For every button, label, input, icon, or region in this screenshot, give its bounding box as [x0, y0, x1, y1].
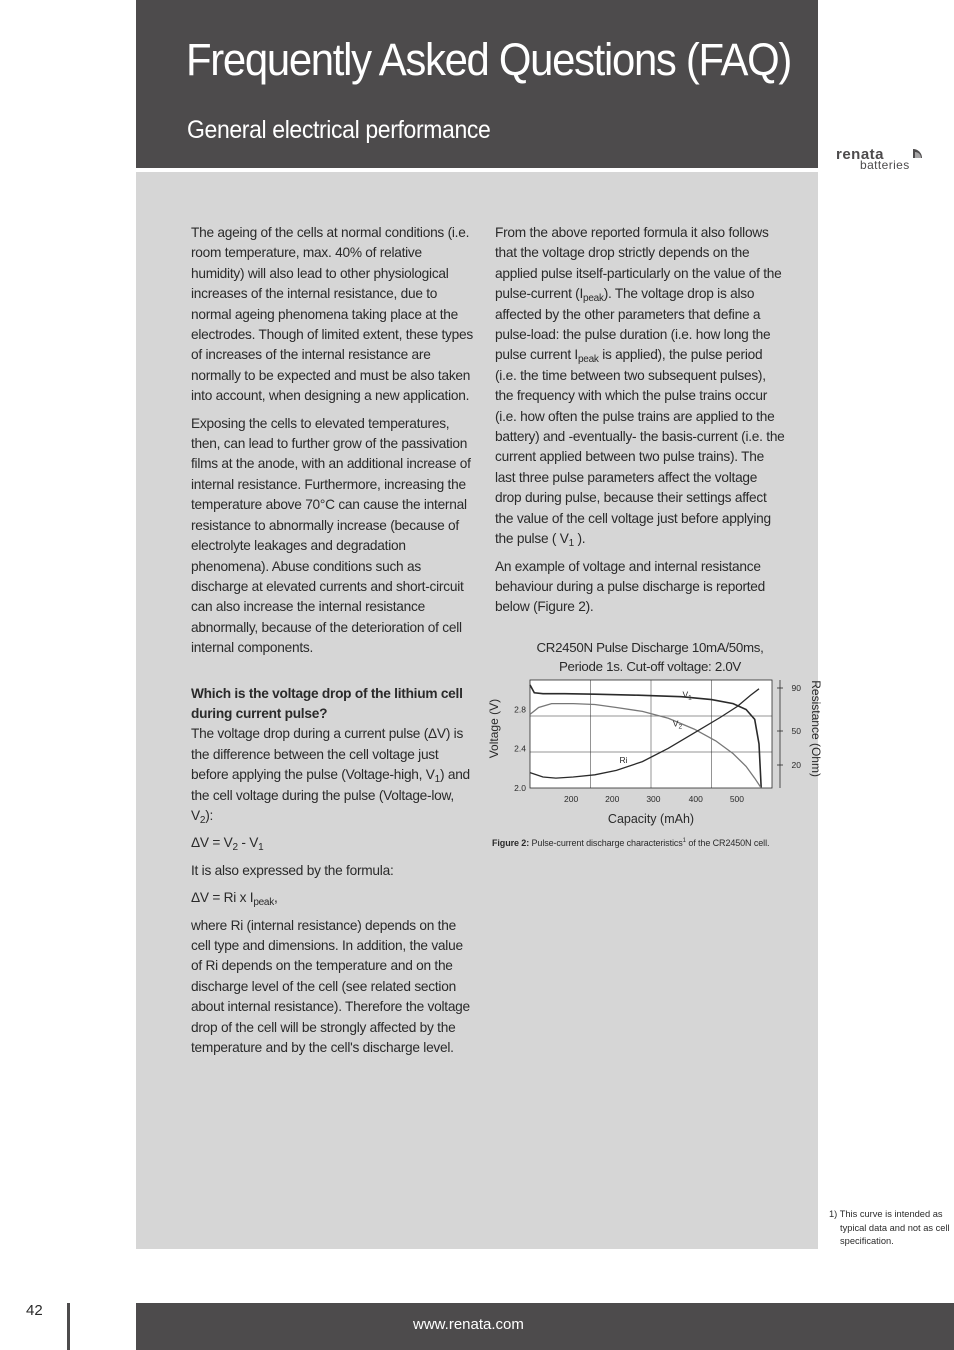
chart-title: [495, 638, 805, 676]
page-divider: [67, 1303, 70, 1350]
page-footer: [136, 1303, 954, 1350]
formula-ri: ΔV = Ri x $I_{peak}$,: [191, 890, 278, 909]
y-tick-label: 2.8: [514, 704, 526, 715]
paragraph: where Ri (internal resistance) depends on the cell type and dimensions. In addition, the value of Ri depends on the temperature and on the discharge level of the cell (see related section about internal resistance). Therefore the voltage drop of the cell will be strongly affected by the temperature and by the cell's discharge level.: [191, 917, 470, 1056]
paragraph: From the above reported formula it also follows that the voltage drop strictly depends on the applied pulse itself-particularly on the value of the pulse-current $(I_{peak})$. The voltage drop is also affected by the other parameters that define a pulse-load: the pulse duration (i.e. how long the pulse current $I_{peak}$ is applied), the pulse period (i.e. the time between two subsequent pulses), the frequency with which the pulse trains occur (i.e. how often the pulse trains are applied to the battery) and -eventually- the basis-current (i.e. the current applied between two pulse trains). The last three pulse parameters affect the voltage drop during pulse, because their settings affect the value of the cell voltage just before applying the pulse ( $V_1$ ).: [495, 225, 785, 550]
pulse-discharge-chart: [484, 672, 824, 834]
footnote-text: This curve is intended as typical data and not as cell specification.: [839, 1209, 950, 1246]
x-tick-label: 500: [729, 794, 745, 804]
paragraph: An example of voltage and internal resistance behaviour during a pulse discharge is reported below (Figure 2).: [495, 558, 766, 615]
footer-url[interactable]: www.renata.com: [413, 1316, 524, 1333]
renata-logo: [836, 146, 936, 172]
page-header: [136, 0, 818, 168]
x-tick-label: 200: [605, 794, 620, 804]
y-right-tick-label: 90: [791, 683, 801, 693]
logo-tagline: batteries: [860, 158, 910, 172]
y-right-tick-label: 50: [791, 726, 801, 736]
left-column: [191, 223, 477, 1065]
logo-brand: renata: [836, 146, 885, 163]
page-title: Frequently Asked Questions (FAQ): [186, 34, 791, 85]
series-label-v2: $V_2$: [672, 718, 683, 731]
y-tick-label: 2.0: [514, 783, 526, 793]
page-subtitle: General electrical performance: [187, 116, 491, 144]
paragraph: It is also expressed by the formula:: [191, 862, 394, 878]
y-tick-label: 2.4: [514, 743, 526, 754]
paragraph: The ageing of the cells at normal conditions (i.e. room temperature, max. 40% of relative humidity) will also lead to other physiological increases of the internal resistance, due to normal ageing phenomena taking place at the electrodes. Though of limited extent, these types of increases of the internal resistance are normally to be expected and must be also taken into account, when designing a new application.: [191, 225, 473, 404]
x-tick-label: 200: [564, 794, 579, 804]
x-axis-label: Capacity (mAh): [607, 812, 695, 826]
chart-title-line2: Periode 1s. Cut-off voltage: 2.0V: [558, 659, 742, 674]
x-tick-label: 300: [646, 794, 661, 804]
y-right-axis-label: Resistance (Ohm): [809, 680, 823, 777]
series-label-v1: $V_1$: [682, 689, 692, 702]
x-tick-label: 400: [688, 794, 703, 804]
series-label-ri: Ri: [619, 755, 628, 766]
page-number: 42: [26, 1302, 43, 1319]
y-axis-label: Voltage (V): [487, 698, 501, 759]
right-column: [495, 223, 785, 625]
footnote: [829, 1208, 954, 1249]
paragraph: Exposing the cells to elevated temperatures, then, can lead to further grow of the passivation films at the anode, with an additional increase of internal resistance. Furthermore, increasing the temperature above 70°C can cause the internal resistance to abnormally increase (because of electrolyte leakages and degradation phenomena). Abuse conditions such as discharge at elevated currents and short-circuit can also increase the internal resistance abnormally, because of the deterioration of cell internal components.: [191, 415, 471, 656]
footnote-marker: 1): [829, 1209, 838, 1219]
paragraph: The voltage drop during a current pulse (ΔV) is the difference between the cell voltage just before applying the pulse (Voltage-high, $V_1$) and the cell voltage during the pulse (Voltage-low, $V_2$):: [191, 726, 470, 826]
chart-title-line1: CR2450N Pulse Discharge 10mA/50ms,: [536, 640, 764, 655]
y-right-tick-label: 20: [791, 760, 801, 770]
figure-caption: Figure 2: Pulse-current discharge characteristics$^1$ of the CR2450N cell.: [492, 838, 770, 848]
formula-voltage-drop: $\Delta V = V_2 - V_1$: [191, 835, 264, 854]
logo-signal-icon: [912, 147, 926, 159]
question-heading: Which is the voltage drop of the lithium cell during current pulse?: [191, 685, 463, 721]
